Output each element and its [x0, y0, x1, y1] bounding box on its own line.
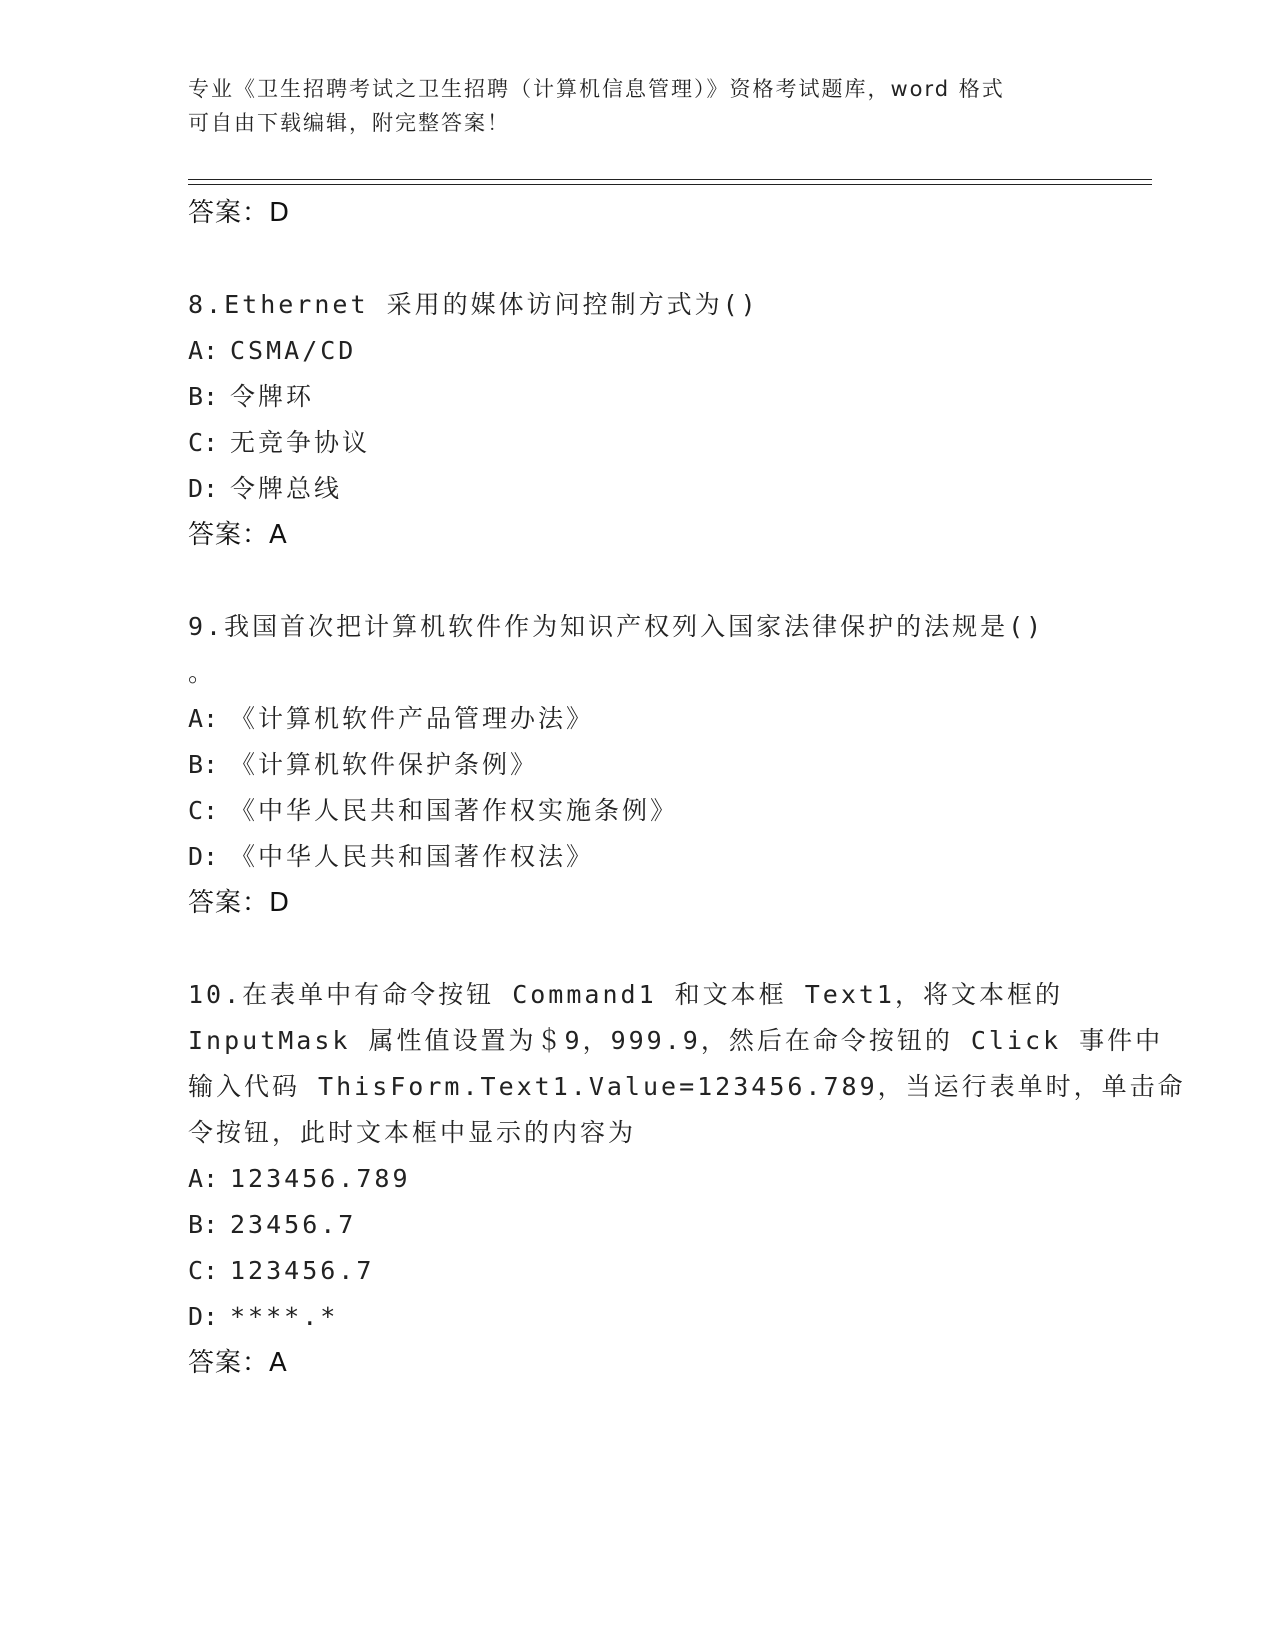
question-line: 。 — [188, 658, 217, 687]
spacer — [188, 558, 1128, 604]
question-text — [188, 972, 1186, 1156]
question-line: InputMask 属性值设置为＄9，999.9，然后在命令按钮的 Click 事件中 — [188, 1026, 1164, 1055]
header-line-1: 专业《卫生招聘考试之卫生招聘（计算机信息管理）》资格考试题库，word 格式 — [188, 77, 1005, 101]
option-a — [188, 1156, 1128, 1202]
option-a — [188, 328, 1128, 374]
option-c — [188, 1248, 1128, 1294]
option-text: 令牌总线 — [230, 474, 343, 503]
answer-line: 答案：D — [188, 888, 291, 918]
question-text — [188, 282, 1128, 328]
option-key: A: — [188, 1164, 219, 1193]
option-text: 《中华人民共和国著作权法》 — [230, 842, 595, 871]
question-block — [188, 282, 1128, 558]
option-key: B: — [188, 1210, 219, 1239]
option-text: 23456.7 — [230, 1210, 357, 1239]
question-list — [188, 190, 1186, 1386]
option-b — [188, 374, 1128, 420]
option-key: A: — [188, 336, 219, 365]
option-text: 《计算机软件保护条例》 — [230, 750, 539, 779]
option-a — [188, 696, 1128, 742]
option-text: ****.* — [230, 1302, 339, 1331]
option-key: C: — [188, 796, 219, 825]
question-line: 10.在表单中有命令按钮 Command1 和文本框 Text1，将文本框的 — [188, 980, 1063, 1009]
question-block — [188, 972, 1186, 1386]
option-key: B: — [188, 750, 219, 779]
option-text: 《计算机软件产品管理办法》 — [230, 704, 595, 733]
option-d — [188, 834, 1128, 880]
answer-line: 答案：A — [188, 520, 288, 550]
question-line: 8.Ethernet 采用的媒体访问控制方式为() — [188, 290, 759, 319]
option-key: D: — [188, 474, 219, 503]
document-header — [188, 72, 1088, 140]
question-line: 输入代码 ThisForm.Text1.Value=123456.789，当运行表单时，单击命 — [188, 1072, 1186, 1101]
header-divider-bottom — [188, 184, 1152, 185]
option-key: C: — [188, 428, 219, 457]
header-line-2: 可自由下载编辑，附完整答案！ — [188, 111, 510, 135]
option-c — [188, 420, 1128, 466]
option-text: 令牌环 — [230, 382, 315, 411]
spacer — [188, 236, 1128, 282]
option-key: A: — [188, 704, 219, 733]
option-text: 《中华人民共和国著作权实施条例》 — [230, 796, 679, 825]
option-key: D: — [188, 842, 219, 871]
question-block — [188, 604, 1128, 926]
option-d — [188, 466, 1128, 512]
option-b — [188, 742, 1128, 788]
option-text: 123456.789 — [230, 1164, 411, 1193]
option-c — [188, 788, 1128, 834]
option-text: 123456.7 — [230, 1256, 375, 1285]
question-line: 9.我国首次把计算机软件作为知识产权列入国家法律保护的法规是() — [188, 612, 1045, 641]
answer-line: 答案：A — [188, 1348, 288, 1378]
option-text: CSMA/CD — [230, 336, 357, 365]
option-key: D: — [188, 1302, 219, 1331]
question-text — [188, 604, 1128, 696]
option-d — [188, 1294, 1128, 1340]
header-divider-top — [188, 179, 1152, 180]
spacer — [188, 926, 1128, 972]
option-key: C: — [188, 1256, 219, 1285]
option-key: B: — [188, 382, 219, 411]
option-text: 无竞争协议 — [230, 428, 371, 457]
option-b — [188, 1202, 1128, 1248]
answer-line: 答案：D — [188, 198, 291, 228]
question-line: 令按钮，此时文本框中显示的内容为 — [188, 1118, 637, 1147]
